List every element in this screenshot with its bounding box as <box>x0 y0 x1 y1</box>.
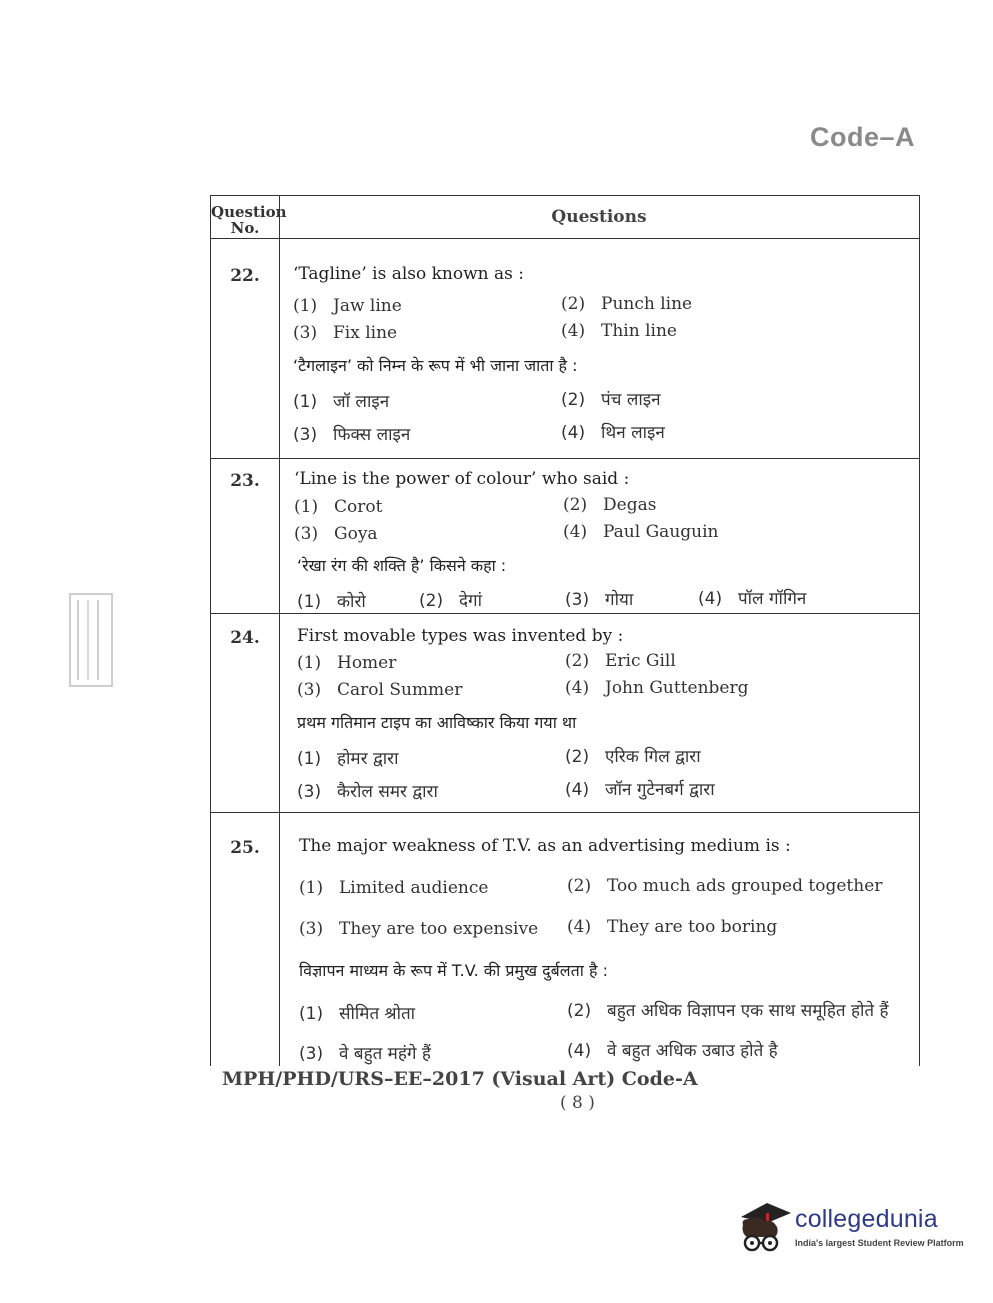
question-text-en: The major weakness of T.V. as an advertising medium is : <box>299 836 791 856</box>
question-text-en: ‘Tagline’ is also known as : <box>293 264 525 284</box>
questions-table <box>210 195 920 1066</box>
option-hi: (4) पॉल गॉगिन <box>698 589 807 609</box>
column-divider <box>279 196 280 1066</box>
paper-code: Code–A <box>809 122 915 152</box>
question-text-hi: प्रथम गतिमान टाइप का आविष्कार किया गया था <box>297 713 577 732</box>
option-en: (3) Goya <box>294 524 378 544</box>
option-hi: (3) फिक्स लाइन <box>293 425 411 445</box>
row-divider <box>211 812 919 813</box>
option-hi: (3) गोया <box>565 590 634 610</box>
row-divider <box>211 458 919 459</box>
option-hi: (2) देगां <box>419 591 483 611</box>
option-en: (3) Carol Summer <box>297 680 463 700</box>
option-hi: (2) बहुत अधिक विज्ञापन एक साथ समूहित होते हैं <box>567 1001 889 1021</box>
question-number: 23. <box>230 471 260 491</box>
table-header <box>211 196 919 239</box>
option-en: (1) Corot <box>294 497 383 517</box>
question-number: 25. <box>230 838 260 858</box>
option-hi: (3) कैरोल समर द्वारा <box>297 782 438 802</box>
option-hi: (1) जॉ लाइन <box>293 392 390 412</box>
option-en: (2) Eric Gill <box>565 651 676 671</box>
question-text-hi: ‘रेखा रंग की शक्ति है’ किसने कहा : <box>297 556 507 575</box>
option-en: (4) Paul Gauguin <box>563 522 719 542</box>
option-hi: (3) वे बहुत महंगे हैं <box>299 1044 431 1064</box>
header-question-no: Question No. <box>211 203 287 237</box>
question-number: 22. <box>230 266 260 286</box>
option-en: (2) Too much ads grouped together <box>567 876 883 896</box>
option-en: (3) They are too expensive <box>299 919 539 939</box>
option-hi: (1) सीमित श्रोता <box>299 1004 416 1024</box>
option-hi: (1) होमर द्वारा <box>297 749 399 769</box>
option-hi: (4) वे बहुत अधिक उबाउ होते है <box>567 1041 778 1061</box>
logo-tagline: India's largest Student Review Platform <box>795 1238 964 1248</box>
footer-paper-code: MPH/PHD/URS–EE–2017 (Visual Art) Code-A <box>222 1068 698 1090</box>
option-en: (2) Punch line <box>561 294 693 314</box>
option-hi: (1) कोरो <box>297 592 366 612</box>
option-en: (3) Fix line <box>293 323 398 343</box>
option-hi: (2) एरिक गिल द्वारा <box>565 747 701 767</box>
question-text-en: First movable types was invented by : <box>297 626 624 646</box>
option-hi: (2) पंच लाइन <box>561 390 661 410</box>
collegedunia-logo <box>737 1197 962 1259</box>
option-hi: (4) जॉन गुटेनबर्ग द्वारा <box>565 780 715 800</box>
question-text-hi: विज्ञापन माध्यम के रूप में T.V. की प्रमुख दुर्बलता है : <box>299 961 608 980</box>
mascot-icon <box>737 1197 795 1259</box>
option-hi: (4) थिन लाइन <box>561 423 665 443</box>
option-en: (2) Degas <box>563 495 657 515</box>
question-text-hi: ‘टैगलाइन’ को निम्न के रूप में भी जाना जाता है : <box>293 356 578 375</box>
page-number: ( 8 ) <box>560 1093 595 1113</box>
row-divider <box>211 613 919 614</box>
question-number: 24. <box>230 628 260 648</box>
header-questions: Questions <box>551 207 647 227</box>
option-en: (1) Limited audience <box>299 878 489 898</box>
option-en: (4) John Guttenberg <box>565 678 749 698</box>
option-en: (4) They are too boring <box>567 917 778 937</box>
option-en: (1) Jaw line <box>293 296 402 316</box>
logo-wordmark: collegedunia <box>795 1205 938 1233</box>
stamp-mark <box>66 590 116 690</box>
option-en: (1) Homer <box>297 653 397 673</box>
option-en: (4) Thin line <box>561 321 677 341</box>
question-text-en: ‘Line is the power of colour’ who said : <box>294 469 630 489</box>
